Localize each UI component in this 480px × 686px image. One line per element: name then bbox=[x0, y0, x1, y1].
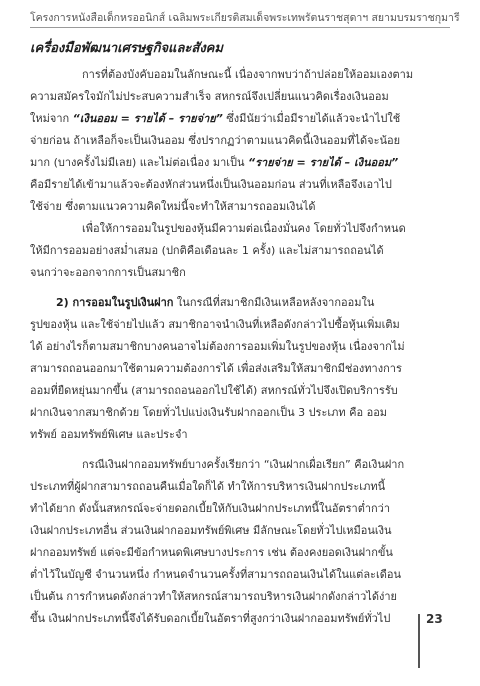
text-segment: ให้มีการออมอย่างสม่ำเสมอ (ปกติคือเดือนละ 1 ครั้ง) และไม่สามารถถอนได้ bbox=[30, 244, 384, 257]
header-divider bbox=[30, 27, 450, 28]
text-line bbox=[30, 336, 450, 358]
paragraph-4 bbox=[30, 454, 450, 630]
text-segment: ซึ่งมีนัยว่าเมื่อมีรายได้แล้วจะนำไปใช้ bbox=[222, 112, 401, 125]
text-segment: ทำได้ยาก ดังนั้นสหกรณ์จะจ่ายดอกเบี้ยให้กับเงินฝากประเภทนี้ในอัตราต่ำกว่า bbox=[30, 502, 391, 515]
text-segment: ขึ้น เงินฝากประเภทนี้จึงได้รับดอกเบี้ยในอัตราที่สูงกว่าเงินฝากออมทรัพย์ทั่วไป bbox=[30, 612, 391, 625]
emphasized-text: “รายจ่าย = รายได้ – เงินออม” bbox=[248, 156, 399, 169]
text-segment: เป็นต้น การกำหนดดังกล่าวทำให้สหกรณ์สามารถบริหารเงินฝากดังกล่าวได้ง่าย bbox=[30, 590, 397, 603]
running-header: โครงการหนังสือเด็กหรออนิกส์ เฉลิมพระเกียรติสมเด็จพระเทพรัตนราชสุดาฯ สยามบรมราชกุมารี bbox=[30, 12, 460, 24]
text-line bbox=[30, 476, 450, 498]
text-line bbox=[30, 380, 450, 402]
text-line bbox=[30, 424, 450, 446]
text-segment: จ่ายก่อน ถ้าเหลือก็จะเป็นเงินออม ซึ่งปรากฏว่าตามแนวคิดนี้เงินออมที่ได้จะน้อย bbox=[30, 134, 401, 147]
text-segment: ต่ำไว้ในบัญชี จำนวนหนึ่ง กำหนดจำนวนครั้งที่สามารถถอนเงินได้ในแต่ละเดือน bbox=[30, 568, 401, 581]
text-segment: ใหม่จาก bbox=[30, 112, 73, 125]
text-segment: เพื่อให้การออมในรูปของหุ้นมีความต่อเนื่องมั่นคง โดยทั่วไปจึงกำหนด bbox=[82, 222, 406, 235]
text-line bbox=[30, 130, 450, 152]
text-line bbox=[30, 542, 450, 564]
text-segment: ใช้จ่าย ซึ่งตามแนวความคิดใหม่นี้จะทำให้สามารถออมเงินได้ bbox=[30, 200, 316, 213]
text-segment: เงินฝากประเภทอื่น ส่วนเงินฝากออมทรัพย์พิเศษ มีลักษณะโดยทั่วไปเหมือนเงิน bbox=[30, 524, 392, 537]
text-line bbox=[30, 174, 450, 196]
text-segment: ได้ อย่างไรก็ตามสมาชิกบางคนอาจไม่ต้องการออมเพิ่มในรูปของหุ้น เนื่องจากไม่ bbox=[30, 340, 405, 353]
text-line bbox=[30, 64, 450, 86]
emphasized-text: “เงินออม = รายได้ – รายจ่าย” bbox=[72, 112, 223, 125]
page-number: 23 bbox=[426, 612, 443, 626]
body-text bbox=[30, 64, 450, 630]
text-line bbox=[30, 520, 450, 542]
text-line bbox=[30, 240, 450, 262]
text-line bbox=[30, 262, 450, 284]
text-line bbox=[30, 498, 450, 520]
text-segment: กรณีเงินฝากออมทรัพย์บางครั้งเรียกว่า “เงินฝากเผื่อเรียก” คือเงินฝาก bbox=[82, 458, 405, 471]
text-line bbox=[30, 586, 450, 608]
paragraph-gap bbox=[30, 284, 450, 292]
text-segment: ฝากออมทรัพย์ แต่จะมีข้อกำหนดพิเศษบางประการ เช่น ต้องคงยอดเงินฝากขั้น bbox=[30, 546, 393, 559]
text-segment: จนกว่าจะออกจากการเป็นสมาชิก bbox=[30, 266, 186, 279]
text-segment: ความสมัครใจมักไม่ประสบความสำเร็จ สหกรณ์จึงเปลี่ยนแนวคิดเรื่องเงินออม bbox=[30, 90, 389, 103]
text-line bbox=[30, 292, 450, 314]
text-segment: สามารถถอนออกมาใช้ตามความต้องการได้ เพื่อส่งเสริมให้สมาชิกมีช่องทางการ bbox=[30, 362, 402, 375]
text-segment: ทรัพย์ ออมทรัพย์พิเศษ และประจำ bbox=[30, 428, 188, 441]
text-line bbox=[30, 608, 450, 630]
text-segment: ฝากเงินจากสมาชิกด้วย โดยทั่วไปแบ่งเงินรับฝากออกเป็น 3 ประเภท คือ ออม bbox=[30, 406, 388, 419]
paragraph-gap bbox=[30, 446, 450, 454]
text-segment: ในกรณีที่สมาชิกมีเงินเหลือหลังจากออมใน bbox=[173, 296, 375, 309]
text-segment: ออมที่ยืดหยุ่นมากขึ้น (สามารถถอนออกไปใช้ได้) สหกรณ์ทั่วไปจึงเปิดบริการรับ bbox=[30, 384, 398, 397]
text-segment: คือมีรายได้เข้ามาแล้วจะต้องหักส่วนหนึ่งเป็นเงินออมก่อน ส่วนที่เหลือจึงเอาไป bbox=[30, 178, 392, 191]
paragraph-2 bbox=[30, 218, 450, 284]
text-line bbox=[30, 564, 450, 586]
text-line bbox=[30, 402, 450, 424]
text-line bbox=[30, 358, 450, 380]
text-line bbox=[30, 152, 450, 174]
text-line bbox=[30, 314, 450, 336]
text-line bbox=[30, 196, 450, 218]
text-line bbox=[30, 218, 450, 240]
text-segment: การที่ต้องบังคับออมในลักษณะนี้ เนื่องจากพบว่าถ้าปล่อยให้ออมเองตาม bbox=[82, 68, 414, 81]
text-segment: รูปของหุ้น และใช้จ่ายไปแล้ว สมาชิกอาจนำเงินที่เหลือดังกล่าวไปซื้อหุ้นเพิ่มเติม bbox=[30, 318, 400, 331]
text-segment: ประเภทที่ผู้ฝากสามารถถอนคืนเมื่อใดก็ได้ ทำให้การบริหารเงินฝากประเภทนี้ bbox=[30, 480, 386, 493]
page-number-rule bbox=[418, 614, 420, 668]
paragraph-3 bbox=[30, 292, 450, 446]
section-title: เครื่องมือพัฒนาเศรษฐกิจและสังคม bbox=[30, 41, 223, 56]
text-segment: มาก (บางครั้งไม่มีเลย) และไม่ต่อเนื่อง มาเป็น bbox=[30, 156, 249, 169]
paragraph-1 bbox=[30, 64, 450, 218]
text-line bbox=[30, 86, 450, 108]
text-line bbox=[30, 108, 450, 130]
emphasized-text: 2) การออมในรูปเงินฝาก bbox=[56, 296, 174, 309]
text-line bbox=[30, 454, 450, 476]
